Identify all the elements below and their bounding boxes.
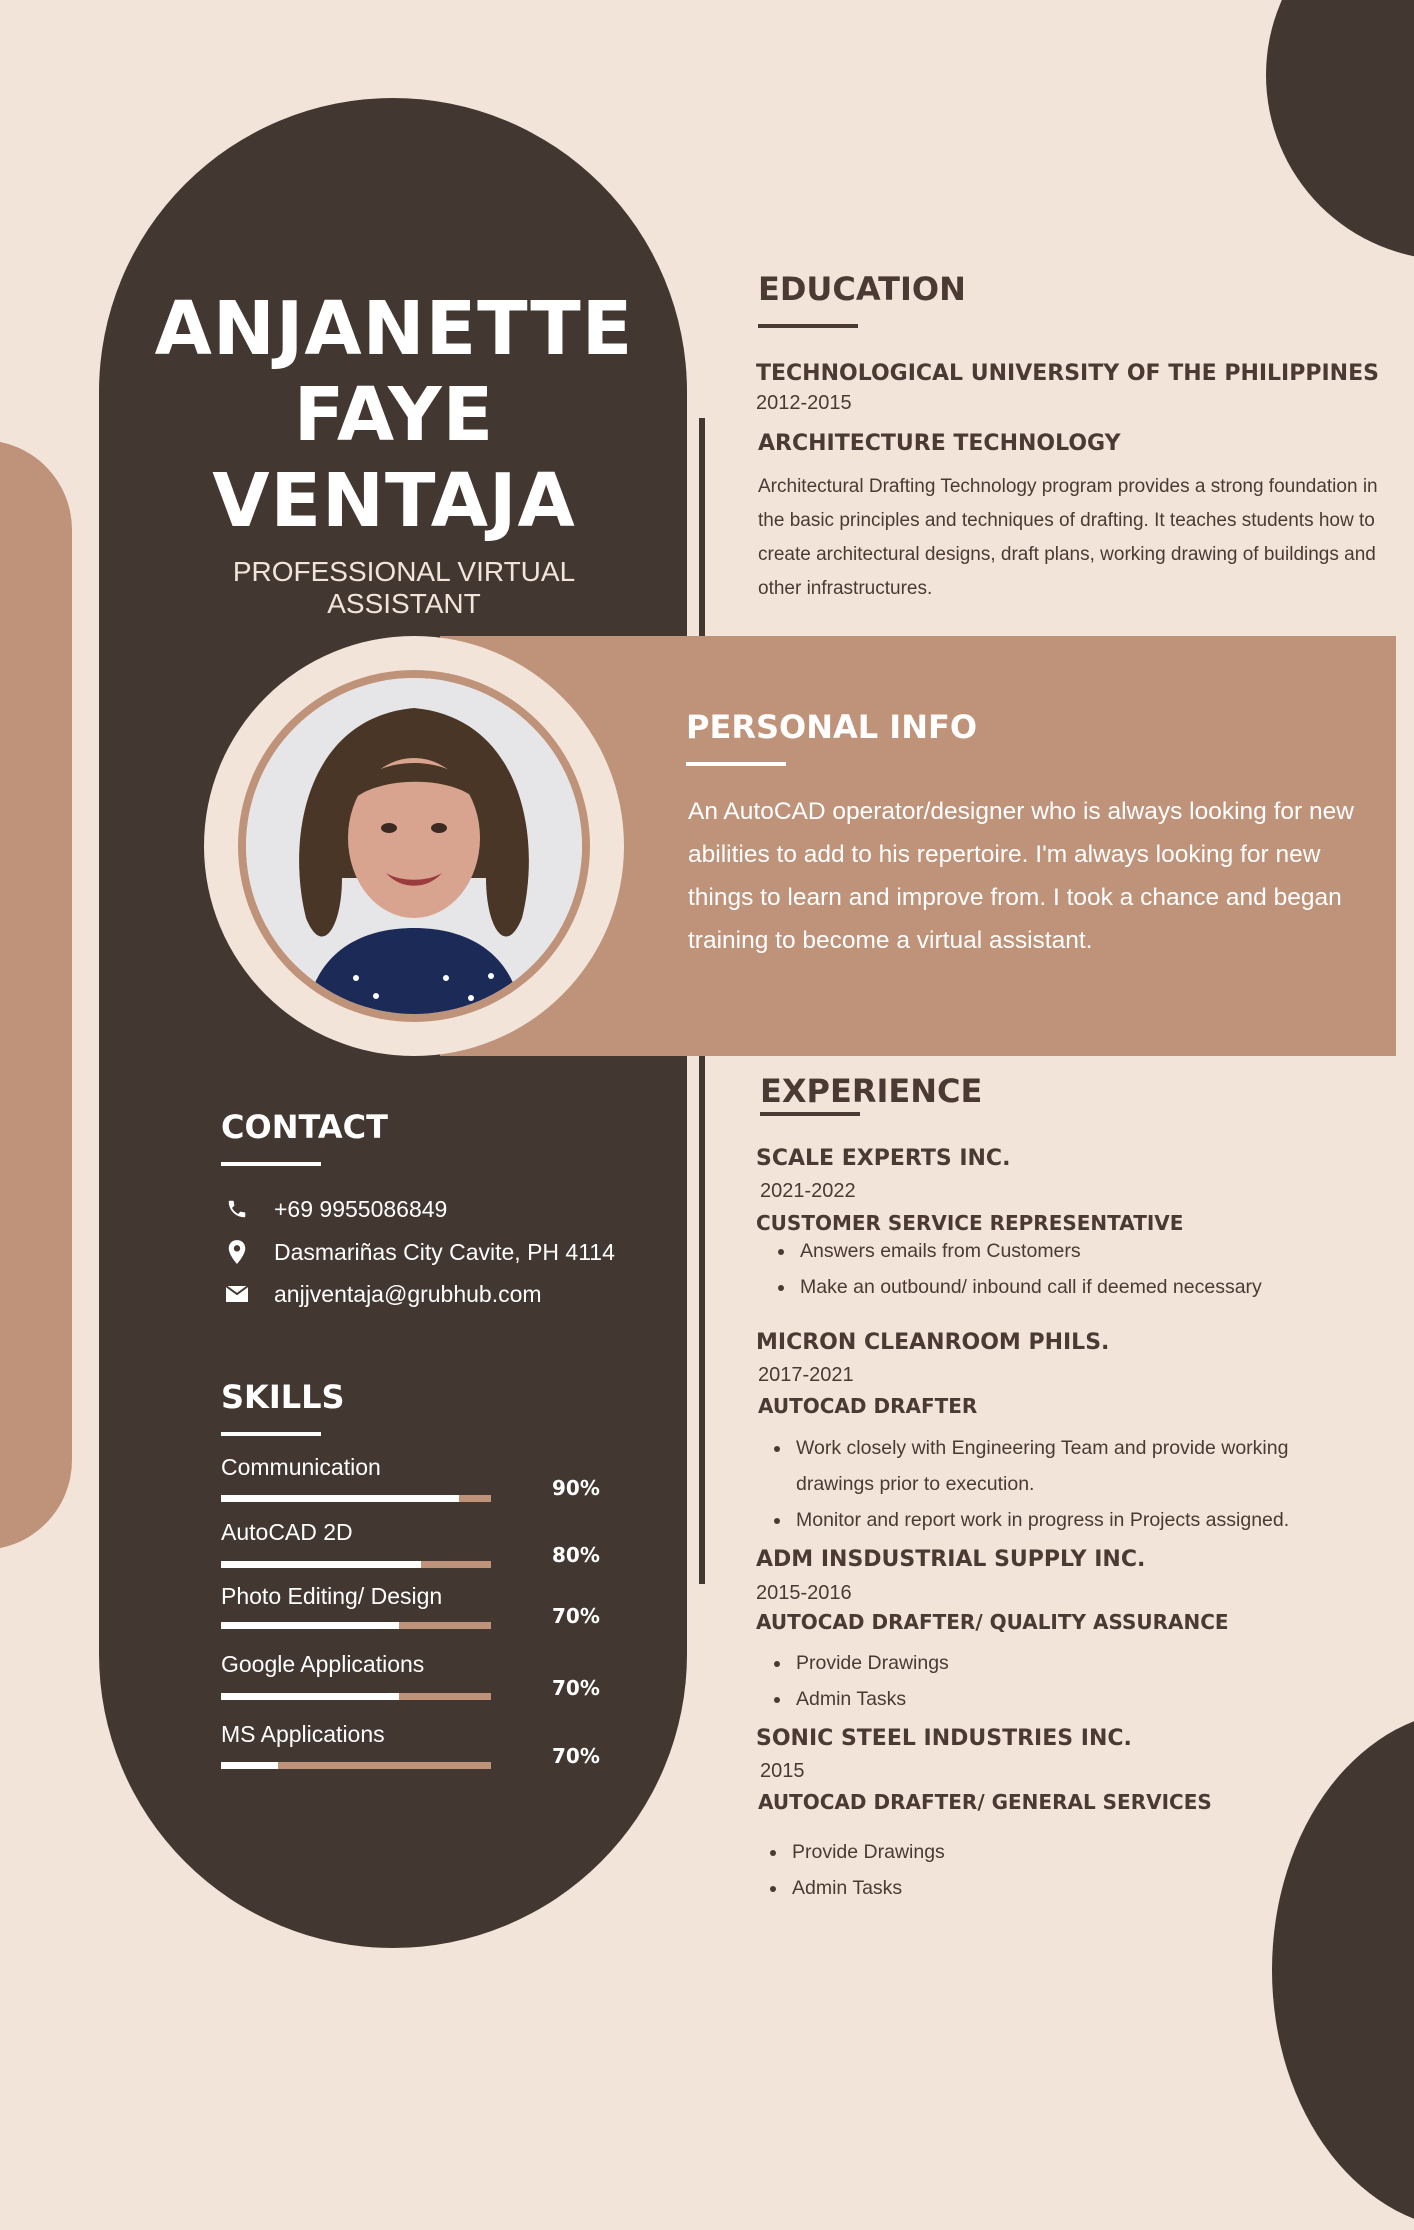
skill-bar bbox=[221, 1622, 491, 1629]
contact-heading: CONTACT bbox=[221, 1108, 388, 1146]
divider-line bbox=[699, 418, 705, 636]
job-duties bbox=[748, 1834, 1388, 1906]
skill-name: Google Applications bbox=[221, 1651, 425, 1677]
skill-bar bbox=[221, 1762, 491, 1769]
mail-icon bbox=[224, 1281, 250, 1307]
education-years: 2012-2015 bbox=[756, 392, 852, 414]
decorative-circle-top-right bbox=[1266, 0, 1414, 260]
skill-bar bbox=[221, 1561, 491, 1568]
job-duties bbox=[752, 1645, 1392, 1717]
skill-percent: 80% bbox=[552, 1543, 600, 1567]
heading-underline bbox=[686, 762, 786, 766]
contact-phone[interactable] bbox=[224, 1192, 447, 1226]
list-item: • Provide Drawings bbox=[792, 1645, 1392, 1681]
job-position: AUTOCAD DRAFTER/ GENERAL SERVICES bbox=[758, 1790, 1212, 1814]
company-name: MICRON CLEANROOM PHILS. bbox=[756, 1330, 1110, 1355]
job-title-line: ASSISTANT bbox=[327, 588, 481, 619]
decorative-circle-bottom-right bbox=[1272, 1710, 1414, 2230]
job-position: AUTOCAD DRAFTER bbox=[758, 1394, 978, 1418]
heading-underline bbox=[760, 1112, 860, 1116]
list-item: • Answers emails from Customers bbox=[796, 1233, 1396, 1269]
skill-percent: 70% bbox=[552, 1604, 600, 1628]
divider-line bbox=[699, 1056, 705, 1584]
phone-number: +69 9955086849 bbox=[274, 1195, 448, 1222]
location-pin-icon bbox=[224, 1239, 250, 1265]
skill-percent: 90% bbox=[552, 1476, 600, 1500]
job-position: AUTOCAD DRAFTER/ QUALITY ASSURANCE bbox=[756, 1610, 1229, 1634]
skill-bar-fill bbox=[221, 1762, 278, 1769]
contact-address bbox=[224, 1235, 615, 1269]
heading-underline bbox=[221, 1432, 321, 1436]
phone-icon bbox=[224, 1196, 250, 1222]
job-duties bbox=[752, 1430, 1364, 1538]
course-name: ARCHITECTURE TECHNOLOGY bbox=[758, 431, 1121, 456]
job-title bbox=[170, 556, 638, 620]
course-description: Architectural Drafting Technology program provides a strong foundation in the basic principles and techniques of drafting. It teaches students how to create architectural designs, draft plans, working drawing of buildings and other infrastructures. bbox=[758, 476, 1378, 599]
skills-heading: SKILLS bbox=[221, 1378, 345, 1416]
decorative-shape-left bbox=[0, 440, 72, 1550]
experience-heading: EXPERIENCE bbox=[760, 1072, 983, 1110]
personal-info-heading: PERSONAL INFO bbox=[686, 708, 978, 746]
job-position: CUSTOMER SERVICE REPRESENTATIVE bbox=[756, 1211, 1184, 1235]
company-name: SCALE EXPERTS INC. bbox=[756, 1146, 1011, 1171]
skill-bar bbox=[221, 1693, 491, 1700]
skill-bar bbox=[221, 1495, 491, 1502]
skill-name: MS Applications bbox=[221, 1721, 385, 1747]
job-duties bbox=[756, 1233, 1396, 1305]
list-item: • Work closely with Engineering Team and provide working drawings prior to execution. bbox=[792, 1430, 1364, 1502]
skill-percent: 70% bbox=[552, 1676, 600, 1700]
skill-bar-fill bbox=[221, 1495, 459, 1502]
skill-bar-fill bbox=[221, 1561, 421, 1568]
company-name: ADM INSDUSTRIAL SUPPLY INC. bbox=[756, 1547, 1146, 1572]
profile-photo bbox=[246, 678, 582, 1014]
company-name: SONIC STEEL INDUSTRIES INC. bbox=[756, 1726, 1132, 1751]
skill-percent: 70% bbox=[552, 1744, 600, 1768]
full-name bbox=[120, 286, 668, 544]
skill-bar-fill bbox=[221, 1622, 399, 1629]
contact-email[interactable] bbox=[224, 1277, 542, 1311]
job-title-line: PROFESSIONAL VIRTUAL bbox=[232, 556, 576, 587]
skill-bar-fill bbox=[221, 1693, 399, 1700]
skill-name: Communication bbox=[221, 1454, 381, 1480]
school-name: TECHNOLOGICAL UNIVERSITY OF THE PHILIPPINES bbox=[756, 361, 1379, 386]
name-line: VENTAJA bbox=[212, 458, 576, 544]
list-item: • Provide Drawings bbox=[788, 1834, 1388, 1870]
education-heading: EDUCATION bbox=[758, 270, 966, 308]
name-line: ANJANETTE bbox=[154, 286, 634, 372]
skill-name: Photo Editing/ Design bbox=[221, 1583, 443, 1609]
list-item: • Admin Tasks bbox=[788, 1870, 1388, 1906]
job-years: 2021-2022 bbox=[760, 1180, 856, 1202]
job-years: 2015-2016 bbox=[756, 1582, 852, 1604]
personal-info-text: An AutoCAD operator/designer who is always looking for new abilities to add to his repertoire. I'm always looking for new things to learn and improve from. I took a chance and began training to become a virtual assistant. bbox=[688, 798, 1354, 954]
job-years: 2015 bbox=[760, 1760, 805, 1782]
job-years: 2017-2021 bbox=[758, 1364, 854, 1386]
email-address: anjjventaja@grubhub.com bbox=[274, 1280, 542, 1307]
list-item: • Monitor and report work in progress in Projects assigned. bbox=[792, 1502, 1364, 1538]
heading-underline bbox=[758, 324, 858, 328]
skill-name: AutoCAD 2D bbox=[221, 1519, 353, 1545]
heading-underline bbox=[221, 1162, 321, 1166]
name-line: FAYE bbox=[293, 372, 495, 458]
list-item: • Admin Tasks bbox=[792, 1681, 1392, 1717]
address-text: Dasmariñas City Cavite, PH 4114 bbox=[274, 1238, 615, 1265]
list-item: • Make an outbound/ inbound call if deemed necessary bbox=[796, 1269, 1396, 1305]
